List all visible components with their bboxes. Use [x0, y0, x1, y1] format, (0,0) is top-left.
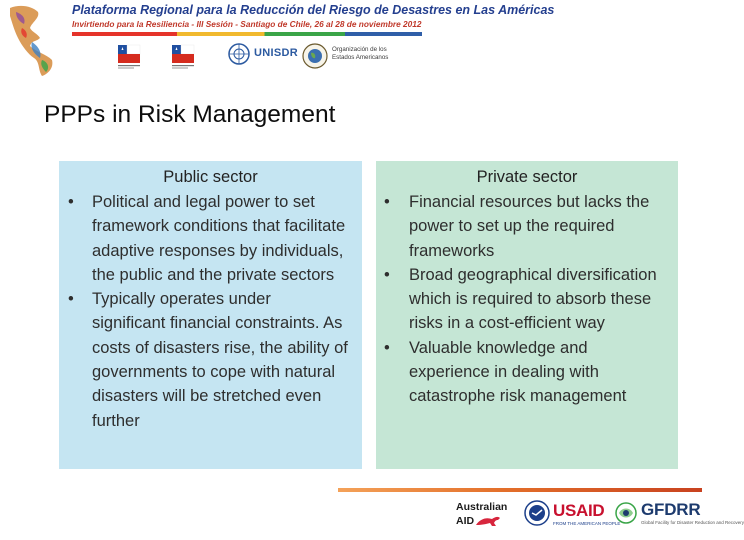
australian-aid-text-line1: Australian: [456, 501, 508, 513]
oea-logo-text: [332, 46, 388, 62]
chile-government-logo-2: [166, 42, 200, 70]
usaid-seal-icon: [524, 500, 550, 526]
oea-logo: [302, 43, 389, 74]
oea-emblem-icon: [302, 43, 328, 69]
private-sector-list: [376, 190, 678, 409]
usaid-tagline: FROM THE AMERICAN PEOPLE: [553, 520, 621, 526]
kangaroo-icon: [474, 513, 504, 527]
australian-aid-logo: [456, 502, 507, 527]
usaid-text-block: [553, 501, 620, 526]
list-item: • Typically operates under significant financial constraints. As costs of disasters rise, the ability of governments to cope with natural disasters will be stretched even further: [4, 287, 348, 433]
gfdrr-logo-text: GFDRR: [641, 500, 701, 519]
unisdr-logo: [228, 43, 298, 69]
list-item: • Valuable knowledge and experience in dealing with catastrophe risk management: [376, 336, 678, 409]
oea-text-line1: Organización de los: [332, 46, 387, 53]
list-item: • Broad geographical diversification which is required to absorb these risks in a cost-efficient way: [376, 263, 678, 336]
slide-title: PPPs in Risk Management: [44, 101, 336, 128]
header-color-rule: [72, 32, 422, 36]
americas-map-logo: [2, 2, 68, 78]
header-subtitle: Invirtiendo para la Resiliencia - III Sesión - Santiago de Chile, 26 al 28 de noviembre 2012: [72, 19, 422, 29]
gfdrr-text-block: [641, 500, 744, 525]
gfdrr-tagline: Global Facility for Disaster Reduction and Recovery: [641, 520, 744, 525]
oea-text-line2: Estados Americanos: [332, 54, 389, 61]
header-title: Plataforma Regional para la Reducción del Riesgo de Desastres en Las Américas: [72, 3, 555, 17]
private-sector-panel: [376, 161, 678, 469]
un-emblem-icon: [228, 43, 250, 65]
footer-color-rule: [338, 488, 702, 492]
header-banner: [0, 0, 720, 80]
usaid-logo: [524, 500, 620, 526]
list-item: • Financial resources but lacks the power to set up the required frameworks: [376, 190, 678, 263]
usaid-logo-text: USAID: [553, 500, 605, 520]
unisdr-logo-text: UNISDR: [254, 47, 298, 59]
gfdrr-emblem-icon: [614, 501, 638, 525]
australian-aid-row: [456, 513, 507, 527]
private-sector-heading: Private sector: [476, 168, 578, 186]
public-sector-heading: Public sector: [163, 168, 258, 186]
gfdrr-logo: [614, 500, 744, 525]
public-sector-list: [4, 190, 362, 433]
chile-government-logo: [112, 42, 146, 70]
list-item: • Political and legal power to set framework conditions that facilitate adaptive responses by individuals, the public and the private sectors: [4, 190, 348, 287]
australian-aid-text-line2: AID: [456, 515, 475, 527]
public-sector-panel: [59, 161, 362, 469]
